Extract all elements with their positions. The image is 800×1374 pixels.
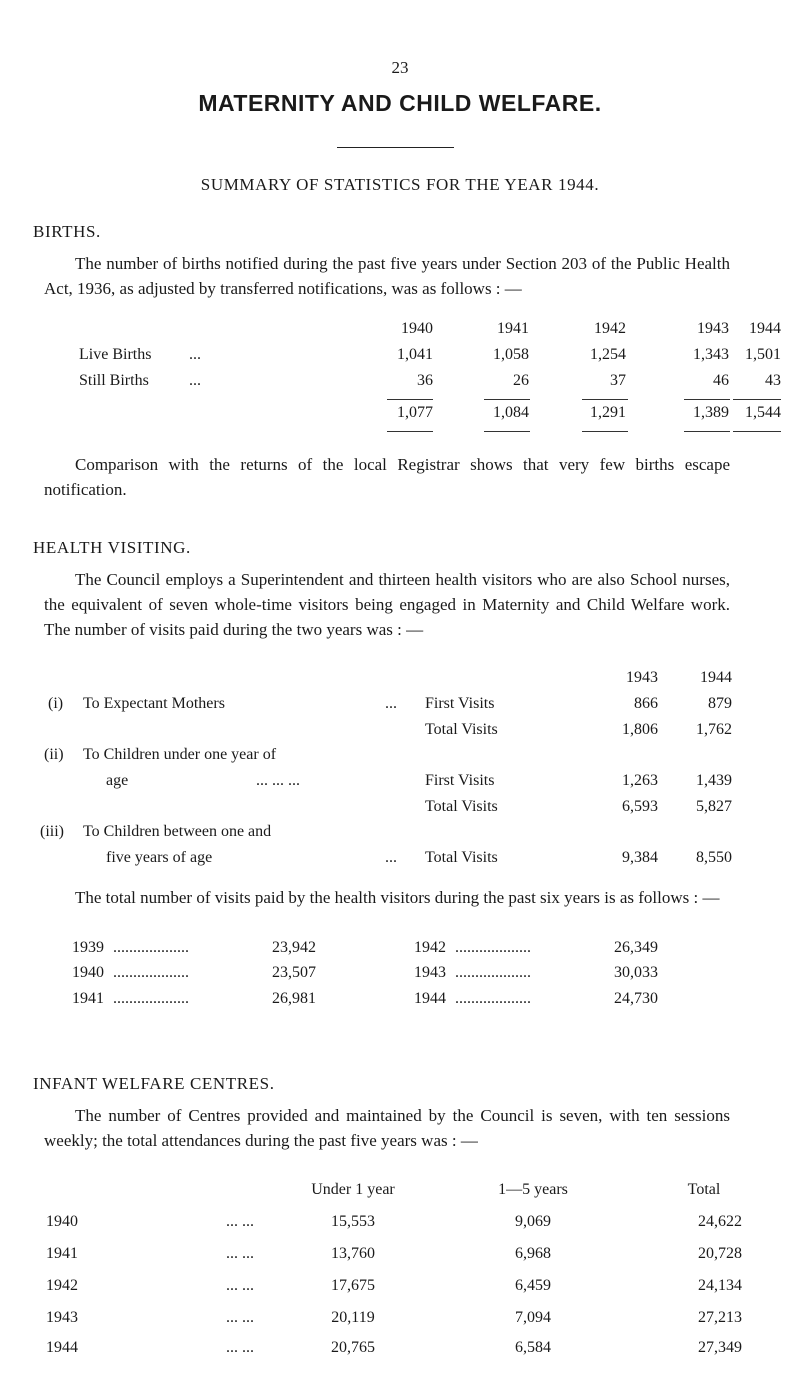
visits-year: 1944: [700, 669, 732, 686]
subtotal-rule: [484, 399, 530, 400]
attendance-year: 1943: [46, 1309, 78, 1326]
title-rule: [337, 147, 454, 148]
page-number: 23: [391, 58, 409, 77]
page-title: MATERNITY AND CHILD WELFARE.: [198, 90, 602, 116]
total-visits-intro: [44, 885, 730, 910]
births-cell: 36: [417, 372, 433, 389]
visit-value: 1,762: [696, 721, 732, 738]
attendance-one-to-five: 6,459: [515, 1277, 551, 1294]
yearly-total-value: 26,981: [272, 990, 316, 1007]
yearly-total-year: 1944: [414, 990, 446, 1007]
attendance-under1: 20,765: [331, 1339, 375, 1356]
births-row-label: Live Births: [79, 346, 152, 363]
yearly-total-value: 24,730: [614, 990, 658, 1007]
visit-group-label: five years of age: [106, 849, 213, 866]
visit-group-label: To Children between one and: [83, 823, 272, 840]
births-total: 1,291: [590, 404, 626, 421]
visit-value: 8,550: [696, 849, 732, 866]
total-visits-intro-text: The total number of visits paid by the health visitors during the past six years is as follows : —: [75, 888, 720, 907]
yearly-total-dots: ...................: [455, 964, 531, 981]
visit-group-num: (ii): [44, 746, 64, 763]
attendance-leader: ... ...: [226, 1277, 254, 1294]
yearly-total-value: 23,507: [272, 964, 316, 981]
attendance-leader: ... ...: [226, 1339, 254, 1356]
summary-subtitle: SUMMARY OF STATISTICS FOR THE YEAR 1944.: [200, 175, 600, 194]
attendance-total: 27,213: [698, 1309, 742, 1326]
visit-group-leader: ... ... ...: [256, 772, 300, 789]
attendance-year: 1942: [46, 1277, 78, 1294]
visit-group-label: To Expectant Mothers: [83, 695, 225, 712]
attendance-column-header: Under 1 year: [311, 1181, 395, 1198]
yearly-total-year: 1941: [72, 990, 104, 1007]
visit-value: 1,806: [622, 721, 658, 738]
attendance-leader: ... ...: [226, 1245, 254, 1262]
births-cell: 26: [513, 372, 529, 389]
health-visiting-heading: HEALTH VISITING.: [33, 538, 191, 557]
yearly-total-dots: ...................: [113, 990, 189, 1007]
births-year: 1940: [401, 320, 433, 337]
births-row-label: Still Births: [79, 372, 149, 389]
subtotal-rule: [387, 399, 433, 400]
births-intro-text: The number of births notified during the past five years under Section 203 of the Public Health Act, 1936, as adjusted by transferred notifications, was as follows : —: [44, 254, 730, 298]
yearly-total-dots: ...................: [455, 990, 531, 1007]
visit-value: 9,384: [622, 849, 658, 866]
attendance-year: 1940: [46, 1213, 78, 1230]
births-total: 1,077: [397, 404, 433, 421]
attendance-total: 20,728: [698, 1245, 742, 1262]
visit-group-leader: ...: [385, 849, 397, 866]
births-cell: 37: [610, 372, 626, 389]
visit-type: First Visits: [425, 695, 495, 712]
visit-value: 1,439: [696, 772, 732, 789]
visit-value: 879: [708, 695, 732, 712]
attendance-leader: ... ...: [226, 1309, 254, 1326]
attendance-year: 1944: [46, 1339, 78, 1356]
births-row-leader: ...: [189, 346, 201, 363]
yearly-total-dots: ...................: [113, 939, 189, 956]
visit-type: First Visits: [425, 772, 495, 789]
attendance-under1: 20,119: [331, 1309, 375, 1326]
births-year: 1944: [749, 320, 781, 337]
yearly-total-year: 1943: [414, 964, 446, 981]
yearly-total-dots: ...................: [113, 964, 189, 981]
yearly-total-value: 30,033: [614, 964, 658, 981]
visit-type: Total Visits: [425, 798, 498, 815]
visit-group-label: age: [106, 772, 129, 789]
subtotal-rule: [582, 399, 628, 400]
visits-year: 1943: [626, 669, 658, 686]
yearly-total-year: 1942: [414, 939, 446, 956]
visit-group-label: To Children under one year of: [83, 746, 277, 763]
visit-value: 5,827: [696, 798, 732, 815]
attendance-leader: ... ...: [226, 1213, 254, 1230]
attendance-one-to-five: 6,968: [515, 1245, 551, 1262]
attendance-one-to-five: 7,094: [515, 1309, 551, 1326]
births-cell: 1,343: [693, 346, 729, 363]
yearly-total-year: 1940: [72, 964, 104, 981]
infant-welfare-heading: INFANT WELFARE CENTRES.: [33, 1074, 275, 1093]
attendance-under1: 13,760: [331, 1245, 375, 1262]
infant-welfare-intro: [44, 1103, 730, 1153]
attendance-column-header: Total: [687, 1181, 721, 1198]
yearly-total-value: 26,349: [614, 939, 658, 956]
attendance-one-to-five: 9,069: [515, 1213, 551, 1230]
births-comparison-text: Comparison with the returns of the local Registrar shows that very few births escape notification.: [44, 455, 730, 499]
births-year: 1943: [697, 320, 729, 337]
visit-value: 866: [634, 695, 658, 712]
attendance-under1: 15,553: [331, 1213, 375, 1230]
births-cell: 1,058: [493, 346, 529, 363]
total-rule: [582, 431, 628, 432]
births-total: 1,544: [745, 404, 781, 421]
infant-welfare-intro-text: The number of Centres provided and maintained by the Council is seven, with ten sessions weekly; the total attendances during the past five years was : —: [44, 1106, 730, 1150]
yearly-total-value: 23,942: [272, 939, 316, 956]
subtotal-rule: [733, 399, 781, 400]
attendance-total: 24,134: [698, 1277, 742, 1294]
visit-value: 1,263: [622, 772, 658, 789]
total-rule: [387, 431, 433, 432]
attendance-column-header: 1—5 years: [498, 1181, 568, 1198]
yearly-total-dots: ...................: [455, 939, 531, 956]
subtotal-rule: [684, 399, 730, 400]
total-rule: [484, 431, 530, 432]
visit-type: Total Visits: [425, 849, 498, 866]
visit-value: 6,593: [622, 798, 658, 815]
births-cell: 1,041: [397, 346, 433, 363]
total-rule: [733, 431, 781, 432]
births-cell: 1,254: [590, 346, 626, 363]
births-heading: BIRTHS.: [33, 222, 101, 241]
births-cell: 1,501: [745, 346, 781, 363]
births-year: 1941: [497, 320, 529, 337]
yearly-total-year: 1939: [72, 939, 104, 956]
visit-group-leader: ...: [385, 695, 397, 712]
total-rule: [684, 431, 730, 432]
births-cell: 43: [765, 372, 781, 389]
visit-group-num: (i): [48, 695, 64, 712]
births-year: 1942: [594, 320, 626, 337]
births-cell: 46: [713, 372, 729, 389]
births-total: 1,084: [493, 404, 529, 421]
attendance-total: 24,622: [698, 1213, 742, 1230]
visit-group-num: (iii): [40, 823, 64, 840]
births-row-leader: ...: [189, 372, 201, 389]
health-visiting-intro-text: The Council employs a Superintendent and thirteen health visitors who are also School nurses, the equivalent of seven whole-time visitors being engaged in Maternity and Child Welfare work. The number of visits paid during the two years was : —: [44, 570, 730, 639]
attendance-one-to-five: 6,584: [515, 1339, 551, 1356]
births-total: 1,389: [693, 404, 729, 421]
attendance-under1: 17,675: [331, 1277, 375, 1294]
attendance-year: 1941: [46, 1245, 78, 1262]
births-intro: [44, 251, 730, 301]
births-comparison: [44, 452, 730, 502]
health-visiting-intro: [44, 567, 730, 642]
visit-type: Total Visits: [425, 721, 498, 738]
attendance-total: 27,349: [698, 1339, 742, 1356]
